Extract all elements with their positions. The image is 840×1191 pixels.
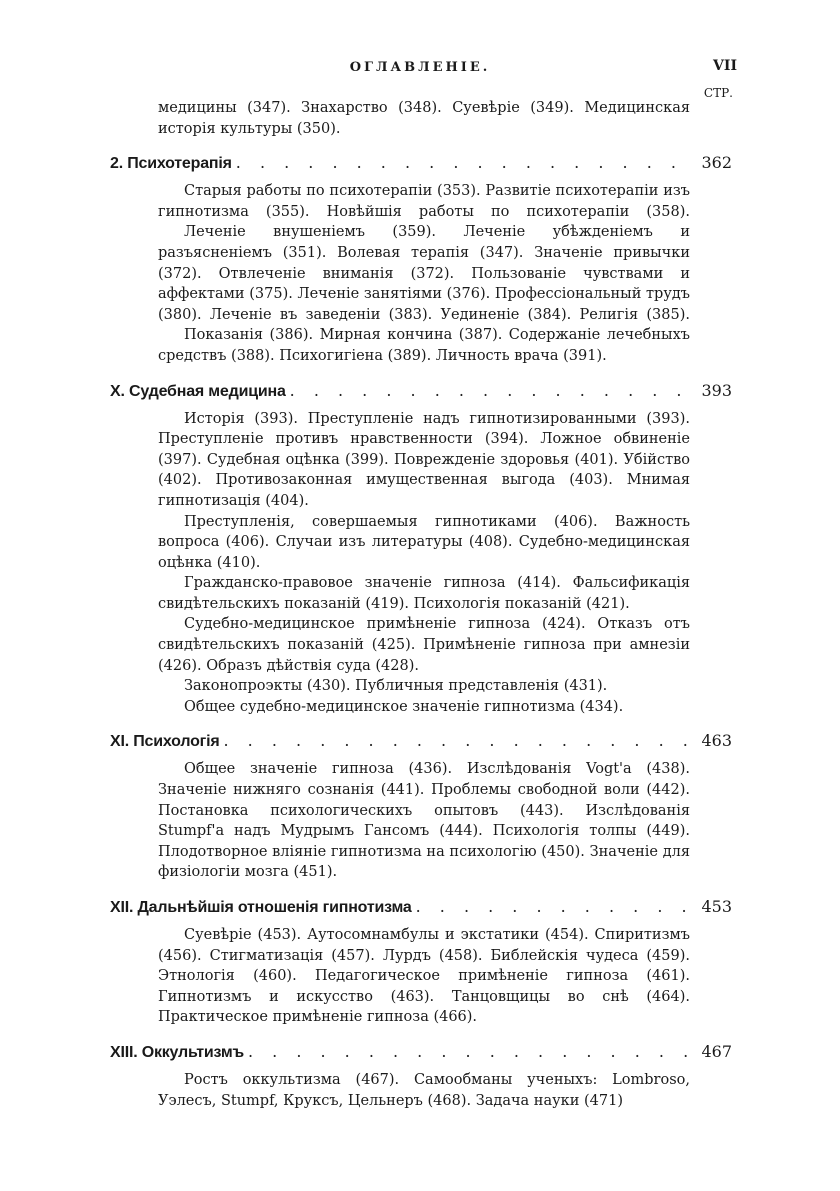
toc-description: Судебно-медицинское примѣненіе гипноза (424). Отказъ отъ свидѣтельскихъ показаній (425). Примѣненіе гипноза при амнезіи (426). Образъ дѣйствія суда (428). xyxy=(158,616,690,674)
toc-description: медицины (347). Знахарство (348). Суевѣріе (349). Медицинская исторія культуры (350). xyxy=(158,100,690,137)
table-of-contents xyxy=(110,98,732,1111)
toc-entry xyxy=(110,1042,732,1062)
dot-leader xyxy=(220,731,695,750)
toc-description: Суевѣріе (453). Аутосомнамбулы и экстатики (454). Спиритизмъ (456). Стигматизація (457). Лурдъ (458). Библейскія чудеса (459). Этнологія (460). Педагогическое примѣненіе гипноза (461). Гипнотизмъ и искусство (463). Танцовщицы во снѣ (464). Практическое примѣненіе гипноза (466). xyxy=(158,927,690,1026)
toc-description: Исторія (393). Преступленіе надъ гипнотизированными (393). Преступленіе противъ нравственности (394). Ложное обвиненіе (397). Судебная оцѣнка (399). Поврежденіе здоровья (401). Убійство (402). Противозаконная имущественная выгода (403). Мнимая гипнотизація (404). xyxy=(158,410,690,509)
toc-description: Законопроэкты (430). Публичныя представленія (431). xyxy=(184,678,608,695)
toc-entry-title: 2. Психотерапія xyxy=(110,155,232,173)
page-number: VII xyxy=(713,58,737,74)
toc-description: Общее судебно-медицинское значеніе гипнотизма (434). xyxy=(184,698,624,715)
toc-description: Показанія (386). Мирная кончина (387). Содержаніе лечебныхъ средствъ (388). Психогигіена (389). Личность врача (391). xyxy=(158,327,690,364)
toc-description: Гражданско-правовое значеніе гипноза (414). Фальсификація свидѣтельскихъ показаній (419). Психологія показаній (421). xyxy=(158,575,690,612)
toc-entry-page: 453 xyxy=(701,897,732,916)
toc-entry xyxy=(110,731,732,751)
dot-leader xyxy=(286,381,694,400)
dot-leader xyxy=(232,153,694,172)
toc-entry-page: 393 xyxy=(701,380,732,400)
page-column-label: СТР. xyxy=(703,86,733,100)
toc-entry-title: XII. Дальнѣйшія отношенія гипнотизма xyxy=(110,899,412,916)
toc-entry-title: X. Судебная медицина xyxy=(110,382,286,400)
toc-entry xyxy=(110,381,732,401)
running-head: ОГЛАВЛЕНІЕ. xyxy=(349,60,491,75)
toc-entry-title: XIII. Оккультизмъ xyxy=(110,1043,244,1061)
toc-entry xyxy=(110,153,732,173)
toc-description: Ростъ оккультизма (467). Самообманы ученыхъ: Lombroso, Уэлесъ, Stumpf, Круксъ, Цельнеръ (468). Задача науки (471) xyxy=(158,1071,690,1109)
toc-entry-title: XI. Психологія xyxy=(110,733,220,751)
toc-entry-page: 362 xyxy=(701,153,732,173)
toc-entry-page: 463 xyxy=(701,731,732,751)
toc-description: Общее значеніе гипноза (436). Изслѣдованія Vogt'a (438). Значеніе нижняго сознанія (441). Проблемы свободной воли (442). Постановка психологическихъ опытовъ (443). Изслѣдованія Stumpf'a надъ Мудрымъ Гансомъ (444). Психологія толпы (449). Плодотворное вліяніе гипнотизма на психологію (450). Значеніе для физіологіи мозга (451). xyxy=(158,761,690,881)
toc-entry xyxy=(110,897,732,917)
toc-description: Преступленія, совершаемыя гипнотиками (406). Важность вопроса (406). Случаи изъ литературы (408). Судебно-медицинская оцѣнка (410). xyxy=(158,513,690,571)
toc-entry-page: 467 xyxy=(701,1041,732,1061)
toc-description: Старыя работы по психотерапіи (353). Развитіе психотерапіи изъ гипнотизма (355). Новѣйшія работы по психотерапіи (358). xyxy=(158,183,690,220)
dot-leader xyxy=(244,1042,694,1061)
toc-description: Леченіе внушеніемъ (359). Леченіе убѣжденіемъ и разъясненіемъ (351). Волевая терапія (347). Значеніе привычки (372). Отвлеченіе вниманія (372). Пользованіе чувствами и аффектами (375). Леченіе занятіями (376). Профессіональный трудъ (380). Леченіе въ заведеніи (383). Уединеніе (384). Религія (385). xyxy=(158,224,690,323)
dot-leader xyxy=(412,897,694,916)
